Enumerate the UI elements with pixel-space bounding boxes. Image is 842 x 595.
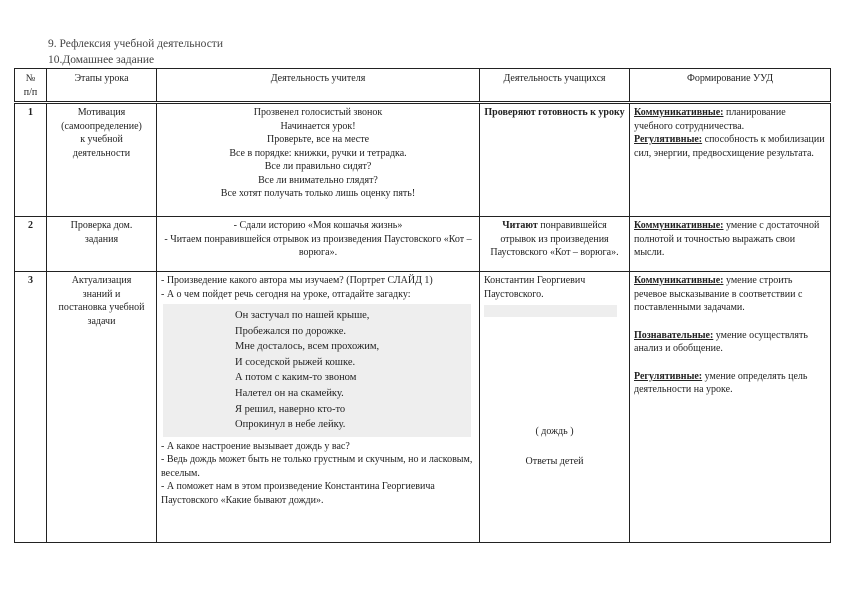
riddle-line: А потом с каким-то звоном <box>235 372 357 384</box>
table-row <box>15 272 831 543</box>
teacher-line: - Ведь дождь может быть не только грустным и скучным, но и ласковым, веселым. <box>161 454 473 479</box>
uud-entry <box>634 219 826 260</box>
preamble-item-9: 9. Рефлексия учебной деятельности <box>48 38 223 50</box>
uud-entry <box>634 106 826 133</box>
highlight-bar <box>484 305 617 317</box>
row-number: 1 <box>15 103 47 217</box>
row-number: 3 <box>15 272 47 543</box>
teacher-line: Прозвенел голосистый звонок <box>253 107 383 118</box>
students-cell: Проверяют готовность к уроку <box>480 103 630 217</box>
uud-text: способность к мобилизации сил, энергии, предвосхищение результата. <box>634 134 825 159</box>
stage-cell <box>47 217 157 272</box>
students-bold: Читают <box>502 220 538 231</box>
stage-line: деятельности <box>72 147 131 159</box>
uud-label: Коммуникативные: <box>634 220 724 231</box>
riddle-block <box>163 304 471 437</box>
header-students: Деятельность учащихся <box>480 69 630 103</box>
riddle-line: Налетел он на скамейку. <box>235 387 344 399</box>
teacher-line: - А какое настроение вызывает дождь у вас? <box>161 440 350 452</box>
uud-label: Регулятивные: <box>634 370 703 382</box>
teacher-cell <box>157 103 480 217</box>
students-cell <box>480 272 630 543</box>
riddle-line: Он застучал по нашей крыше, <box>235 310 370 321</box>
uud-label: Познавательные: <box>634 329 714 341</box>
teacher-line: Все в порядке: книжки, ручки и тетрадка. <box>229 147 407 159</box>
riddle-line: И соседской рыжей кошке. <box>235 356 356 368</box>
stage-line: (самоопределение) <box>61 120 142 132</box>
students-text: Константин Георгиевич Паустовского. <box>484 275 586 300</box>
table-row <box>15 103 831 217</box>
row-number: 2 <box>15 217 47 272</box>
uud-text: умение осуществлять анализ и обобщение. <box>634 329 808 354</box>
stage-line: Мотивация <box>77 107 126 118</box>
header-num-line1: № <box>25 73 36 84</box>
uud-label: Коммуникативные: <box>634 275 724 286</box>
teacher-cell <box>157 272 480 543</box>
stage-line: к учебной <box>80 134 123 145</box>
uud-entry <box>634 370 826 397</box>
stage-line: задания <box>84 233 119 245</box>
students-text: понравившейся отрывок из произведения Паустовского «Кот – ворюга». <box>490 220 619 258</box>
uud-text: умение определять цель деятельности на уроке. <box>634 370 808 395</box>
teacher-line: - Сдали историю «Моя кошачья жизнь» <box>233 220 403 231</box>
header-teacher: Деятельность учителя <box>157 69 480 103</box>
uud-text: умение с достаточной полнотой и точностью выражать свои мысли. <box>634 220 820 258</box>
teacher-line: - А о чем пойдет речь сегодня на уроке, отгадайте загадку: <box>161 288 411 300</box>
uud-cell <box>630 217 831 272</box>
uud-label: Регулятивные: <box>634 134 703 145</box>
uud-cell <box>630 272 831 543</box>
riddle-line: Пробежался по дорожке. <box>235 325 347 337</box>
teacher-cell <box>157 217 480 272</box>
header-num-line2: п/п <box>23 86 38 98</box>
stage-cell <box>47 272 157 543</box>
stage-line: постановка учебной <box>58 302 145 313</box>
teacher-line: - А поможет нам в этом произведение Константина Георгиевича Паустовского «Какие бывают дожди». <box>161 481 435 506</box>
teacher-line: Проверьте, все на месте <box>266 134 370 145</box>
teacher-line: Все ли правильно сидят? <box>264 161 372 172</box>
stage-cell <box>47 103 157 217</box>
uud-entry <box>634 133 826 160</box>
table-header-row <box>15 69 831 103</box>
table-row <box>15 217 831 272</box>
riddle-line: Мне досталось, всем прохожим, <box>235 341 380 353</box>
header-stages: Этапы урока <box>47 69 157 103</box>
stage-line: Актуализация <box>71 275 132 286</box>
header-uud: Формирование УУД <box>630 69 831 103</box>
teacher-line: - Читаем понравившейся отрывок из произведения Паустовского «Кот – ворюга». <box>164 233 472 258</box>
uud-label: Коммуникативные: <box>634 107 724 118</box>
students-cell <box>480 217 630 272</box>
stage-line: знаний и <box>82 288 121 300</box>
spacer <box>484 317 625 425</box>
riddle-line: Я решил, наверно кто-то <box>235 403 346 415</box>
header-num <box>15 69 47 103</box>
uud-text: планирование учебного сотрудничества. <box>634 107 786 132</box>
uud-entry <box>634 274 826 315</box>
teacher-line: Все хотят получать только лишь оценку пять! <box>220 188 416 199</box>
teacher-line: Все ли внимательно глядят? <box>258 174 378 186</box>
uud-text: умение строить речевое высказывание в соответствии с поставленными задачами. <box>634 275 803 313</box>
students-answers: Ответы детей <box>525 455 584 467</box>
riddle-line: Опрокинул в небе лейку. <box>235 419 346 431</box>
teacher-line: - Произведение какого автора мы изучаем? (Портрет СЛАЙД 1) <box>161 275 433 286</box>
stage-line: задачи <box>87 315 116 327</box>
stage-line: Проверка дом. <box>70 220 133 231</box>
uud-entry <box>634 329 826 356</box>
preamble-item-10: 10.Домашнее задание <box>48 54 155 66</box>
teacher-line: Начинается урок! <box>280 120 356 132</box>
students-answer: ( дождь ) <box>535 426 574 437</box>
lesson-plan-table <box>14 68 831 543</box>
uud-cell <box>630 103 831 217</box>
